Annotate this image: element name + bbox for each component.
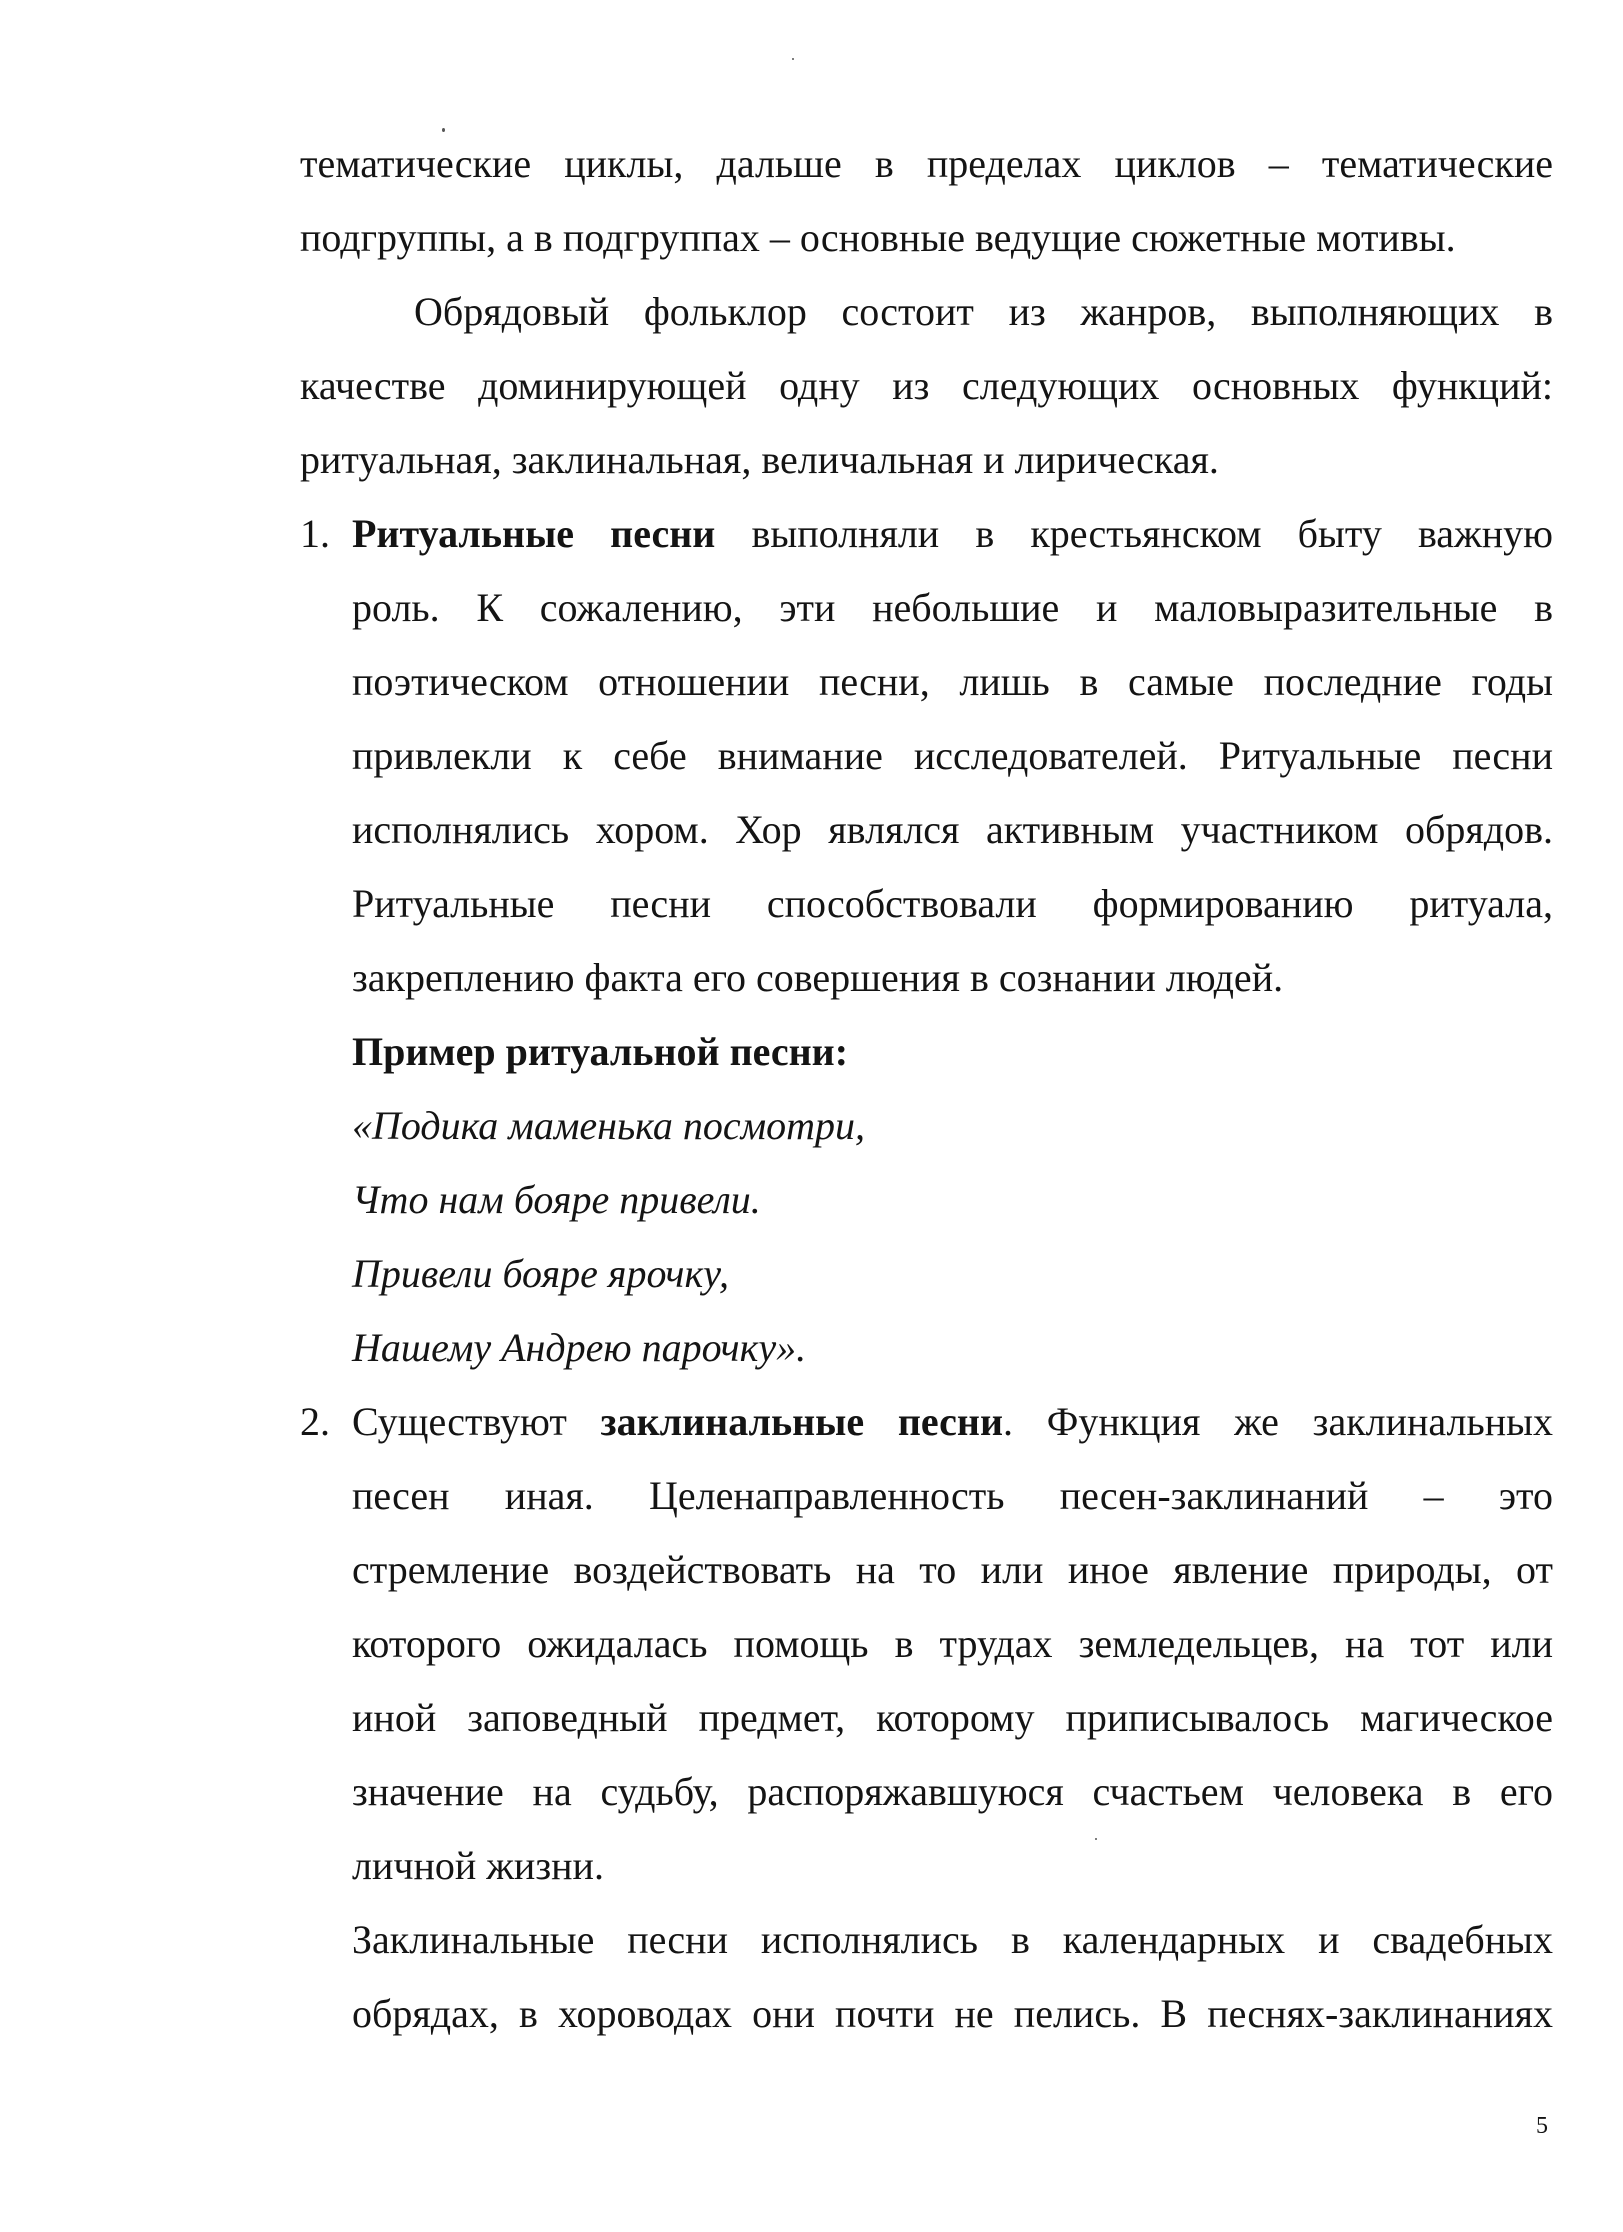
scan-speck — [442, 128, 445, 132]
text-line: личной жизни. — [352, 1843, 604, 1888]
page-number: 5 — [1536, 2113, 1548, 2139]
text-line: подгруппы, а в подгруппах – основные ведущие сюжетные мотивы. — [300, 215, 1456, 260]
text-line: Ритуальные песни способствовали формированию ритуала, — [352, 881, 1553, 926]
text-line: значение на судьбу, распоряжавшуюся счастьем человека в его — [352, 1769, 1553, 1814]
text-line: роль. К сожалению, эти небольшие и маловыразительные в — [352, 585, 1553, 630]
scan-speck — [792, 58, 794, 60]
list-item-line — [352, 1398, 1553, 1446]
text-span: Существуют — [352, 1399, 567, 1444]
text-line: которого ожидалась помощь в трудах земледельцев, на тот или — [352, 1621, 1553, 1666]
text-span: . Функция же заклинальных — [1003, 1399, 1553, 1444]
text-line: песен иная. Целенаправленность песен-заклинаний – это — [352, 1473, 1553, 1518]
example-heading-text: Пример ритуальной песни: — [352, 1029, 849, 1074]
text-line: Заклинальные песни исполнялись в календарных и свадебных — [352, 1917, 1553, 1962]
text-line: Обрядовый фольклор состоит из жанров, выполняющих в — [414, 289, 1553, 334]
text-span: выполняли в крестьянском быту важную — [751, 511, 1553, 556]
scan-speck — [1095, 1838, 1097, 1840]
list-number: 2. — [300, 1399, 330, 1444]
text-line: тематические циклы, дальше в пределах циклов – тематические — [300, 141, 1553, 186]
text-line: обрядах, в хороводах они почти не пелись. В песнях-заклинаниях — [352, 1991, 1553, 2036]
list-item-line — [352, 510, 1553, 558]
text-line: качестве доминирующей одну из следующих основных функций: — [300, 363, 1553, 408]
bold-term: заклинальные песни — [600, 1399, 1004, 1444]
verse-line: Что нам бояре привели. — [352, 1177, 761, 1222]
text-line: ритуальная, заклинальная, величальная и лирическая. — [300, 437, 1219, 482]
list-number: 1. — [300, 511, 330, 556]
text-line: поэтическом отношении песни, лишь в самые последние годы — [352, 659, 1553, 704]
text-line: закреплению факта его совершения в сознании людей. — [352, 955, 1284, 1000]
verse-line: «Подика маменька посмотри, — [352, 1103, 866, 1148]
text-line: исполнялись хором. Хор являлся активным участником обрядов. — [352, 807, 1553, 852]
verse-line: Нашему Андрею парочку». — [352, 1325, 807, 1370]
text-line: привлекли к себе внимание исследователей. Ритуальные песни — [352, 733, 1553, 778]
text-line: иной заповедный предмет, которому приписывалось магическое — [352, 1695, 1553, 1740]
text-line: стремление воздействовать на то или иное явление природы, от — [352, 1547, 1553, 1592]
bold-term: Ритуальные песни — [352, 511, 716, 556]
example-heading — [352, 1028, 1553, 1076]
verse-line: Привели бояре ярочку, — [352, 1251, 729, 1296]
